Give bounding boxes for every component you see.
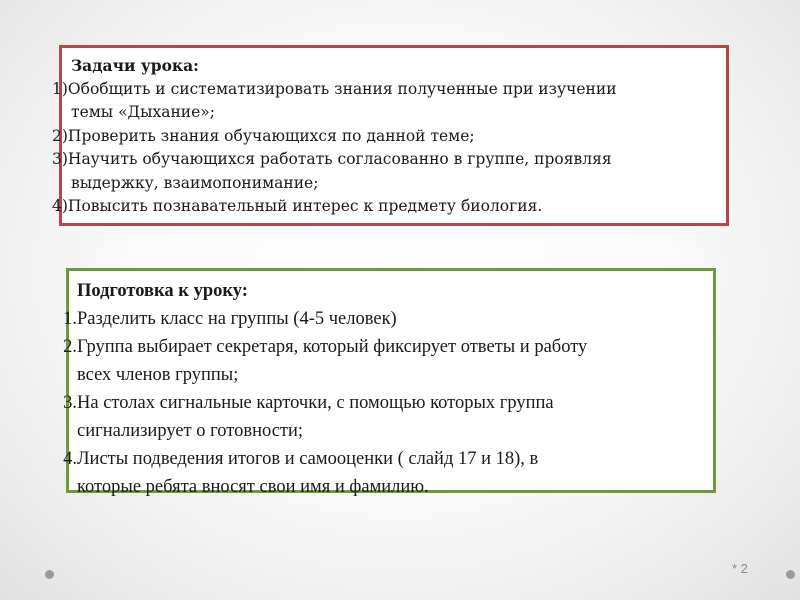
list-item-continuation: темы «Дыхание»; [71,103,216,121]
list-item-continuation: которые ребята вносят свои имя и фамилию. [77,477,429,497]
list-item-text: Проверить знания обучающихся по данной теме; [67,126,475,145]
list-item-text: Повысить познавательный интерес к предмету биология. [67,197,543,215]
list-item [55,305,703,333]
lesson-prep-box [63,268,716,497]
lesson-goals-list [52,78,716,219]
list-item-text: Обобщить и систематизировать знания полученные при изучении [67,79,617,98]
list-item-continuation: всех членов группы; [77,365,239,385]
list-item [55,333,703,389]
lesson-goals-title: Задачи урока: [71,56,199,75]
list-item [46,125,716,149]
list-item-text: Группа выбирает секретаря, который фиксирует ответы и работу [77,337,588,357]
list-item [55,445,703,501]
list-item-text: Листы подведения итогов и самооценки ( слайд 17 и 18), в [77,449,539,469]
list-item-number: 2) [52,126,68,145]
list-item-number: 4) [52,197,68,215]
list-item-text: Разделить класс на группы (4-5 человек) [77,309,397,329]
list-item-text: Научить обучающихся работать согласованно в группе, проявляя [67,150,612,168]
list-item-continuation: выдержку, взаимопонимание; [71,173,319,192]
list-item [55,389,703,445]
lesson-prep-list [63,305,703,501]
list-item-number: 4. [63,449,77,469]
list-item-number: 3. [63,393,77,413]
list-item [46,148,716,195]
list-item-number: 1) [52,79,68,98]
list-item-number: 3) [52,150,68,168]
slide-number: * 2 [732,561,748,576]
list-item [46,78,716,125]
decorative-dot-right [786,570,795,579]
decorative-dot-left [45,570,54,579]
lesson-goals-box [52,45,729,226]
lesson-prep-title: Подготовка к уроку: [77,281,248,301]
list-item-number: 2. [63,337,77,357]
list-item-continuation: сигнализирует о готовности; [77,421,304,441]
list-item-text: На столах сигнальные карточки, с помощью которых группа [77,393,554,413]
list-item [46,195,716,219]
list-item-number: 1. [63,309,77,329]
